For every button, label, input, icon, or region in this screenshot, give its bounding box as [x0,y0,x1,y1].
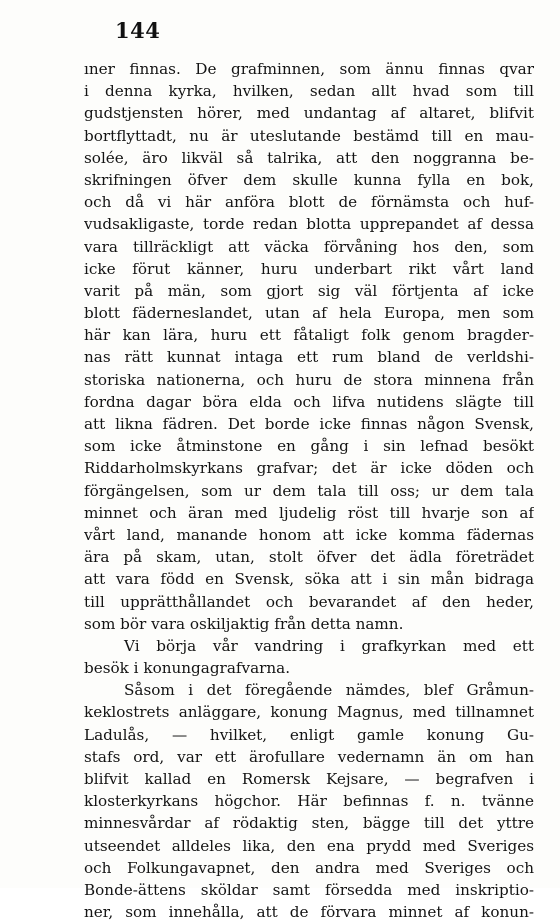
text-line: stafs ord, var ett ärofullare vedernamn än om han [84,747,534,766]
body-text [84,58,534,923]
text-line: solée, äro likväl så talrika, att den noggranna be- [84,148,534,167]
text-line: storiska nationerna, och huru de stora minnena från [84,370,534,389]
text-line: gudstjensten hörer, med undantag af altaret, blifvit [84,104,534,123]
text-line: förgängelsen, som ur dem tala till oss; ur dem tala [84,481,534,500]
text-line: här kan lära, huru ett fåtaligt folk genom bragder- [84,326,534,345]
text-line: som icke åtminstone en gång i sin lefnad besökt [84,437,534,456]
text-line: nas rätt kunnat intaga ett rum bland de verldshi- [84,348,534,367]
text-line: att vara född en Svensk, söka att i sin mån bidraga [84,570,534,589]
paragraph-start-line: Såsom i det föregående nämdes, blef Gråmun- [124,681,534,700]
text-line: ära på skam, utan, stolt öfver det ädla företrädet [84,548,534,567]
text-line: vara tillräckligt att väcka förvåning hos den, som [84,237,534,256]
paragraph-start-line: Vi börja vår vandring i grafkyrkan med ett [124,636,534,655]
text-line: fordna dagar böra elda och lifva nutidens slägte till [84,392,534,411]
text-line: minnesvårdar af rödaktig sten, bägge till det yttre [84,814,534,833]
text-line: ıner finnas. De grafminnen, som ännu finnas qvar [84,60,534,78]
text-line: varit på män, som gjort sig väl förtjenta af icke [84,281,534,300]
text-line: Bonde-ättens sköldar samt försedda med inskriptio- [84,880,534,899]
text-line: vårt land, manande honom att icke komma fädernas [84,525,534,544]
text-line: vudsakligaste, torde redan blotta upprepandet af dessa [84,215,534,234]
text-line: skrifningen öfver dem skulle kunna fylla en bok, [84,170,534,189]
text-line: utseendet alldeles lika, den ena prydd med Sveriges [84,836,534,855]
text-line: bortflyttadt, nu är uteslutande bestämd till en mau- [84,126,534,145]
text-line: icke förut känner, huru underbart rikt vårt land [84,259,534,278]
text-line: blott fäderneslandet, utan af hela Europa, men som [84,304,534,323]
text-line: till upprätthållandet och bevarandet af den heder, [84,592,534,611]
text-line: keklostrets anläggare, konung Magnus, med tillnamnet [84,703,534,722]
text-line: klosterkyrkans högchor. Här befinnas f. n. tvänne [84,792,534,811]
text-line: och Folkungavapnet, den andra med Sveriges och [84,858,534,877]
text-line: minnet och äran med ljudelig röst till hvarje son af [84,503,534,522]
page-number: 144 [115,18,161,43]
text-line: Ladulås, — hvilket, enligt gamle konung Gu- [84,725,534,744]
text-line: blifvit kallad en Romersk Kejsare, — begrafven i [84,770,534,788]
text-line: att likna fädren. Det borde icke finnas någon Svensk, [84,415,534,433]
paragraph-end-line: som bör vara oskiljaktig från detta namn. [84,614,404,633]
text-line: ner, som innehålla, att de förvara minnet af konun- [84,903,534,922]
text-line: och då vi här anföra blott de förnämsta och huf- [84,193,534,212]
text-line: Riddarholmskyrkans grafvar; det är icke döden och [84,459,534,478]
paragraph-end-line: besök i konungagrafvarna. [84,659,291,678]
text-line: i denna kyrka, hvilken, sedan allt hvad som till [84,82,534,101]
